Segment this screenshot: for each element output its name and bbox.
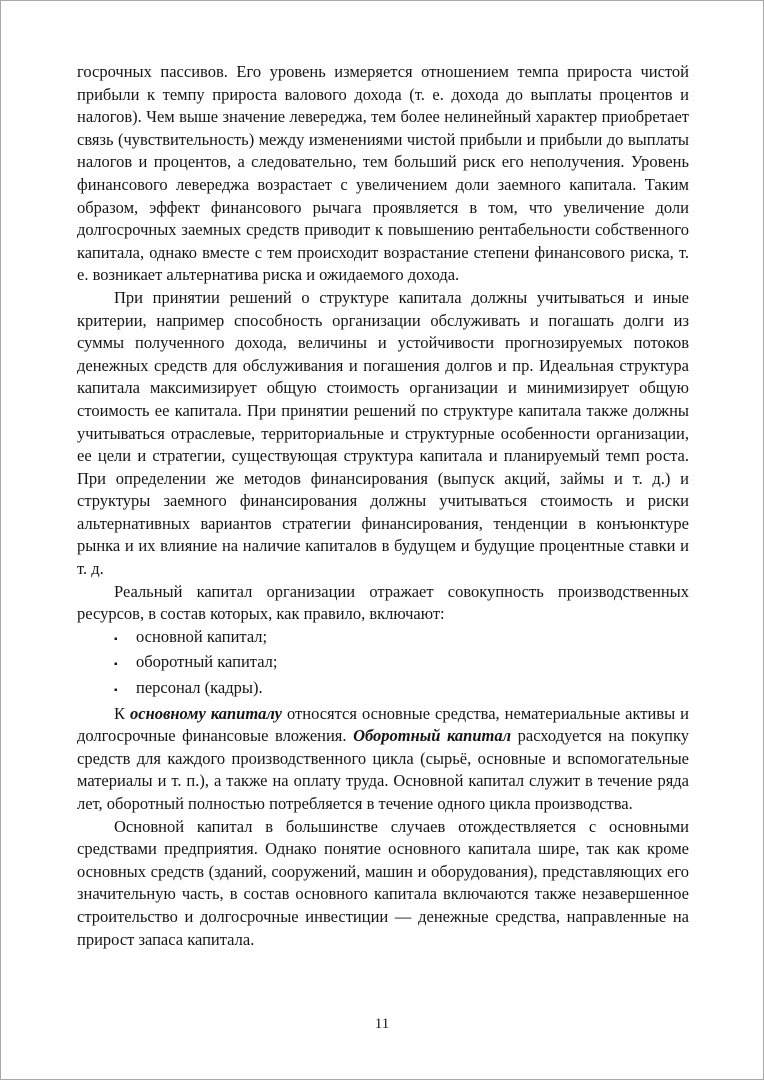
square-bullet-icon: ▪	[114, 659, 118, 671]
text-run: расходуется на покупку средств для каждого производственного цикла (сырьё, основные и вспомогательные материалы и т. п.), а также на оплату труда. Основной капитал служит в течение ряда лет, оборотный полностью потребляется в течение одного цикла производства.	[77, 726, 690, 813]
text-run: К	[114, 703, 131, 723]
list-item	[114, 626, 689, 652]
list-item	[114, 677, 689, 703]
paragraph-fixed-capital-definition: Основной капитал в большинстве случаев отождествляется с основными средствами предприятия. Однако понятие основного капитала шире, так как кроме основных средств (зданий, сооружений, машин и оборудования), представляющих его значительную часть, в состав основного капитала включаются также незавершенное строительство и долгосрочные инвестиции — денежные средства, направленные на прирост запаса капитала.	[77, 816, 689, 949]
text-run: относятся основные средства, нематериальные активы и долгосрочные финансовые вложения.	[77, 703, 690, 746]
page-number: 11	[374, 1016, 390, 1032]
term-working-capital: Оборотный капитал	[353, 726, 512, 746]
list-item-label: оборотный капитал;	[136, 652, 278, 672]
square-bullet-icon: ▪	[114, 633, 118, 645]
paragraph-fixed-vs-working-capital	[77, 703, 689, 816]
list-item-label: основной капитал;	[136, 626, 268, 646]
capital-components-list	[77, 626, 689, 703]
square-bullet-icon: ▪	[114, 685, 118, 697]
list-item	[114, 651, 689, 677]
list-item-label: персонал (кадры).	[136, 678, 263, 698]
term-fixed-capital: основному капиталу	[130, 703, 282, 723]
paragraph-capital-structure-criteria: При принятии решений о структуре капитала должны учитываться и иные критерии, например способность организации обслуживать и погашать долги из суммы полученного дохода, величины и устойчивости прогнозируемых потоков денежных средств для обслуживания и погашения долгов и пр. Идеальная структура капитала максимизирует общую стоимость организации и минимизирует общую стоимость ее капитала. При принятии решений по структуре капитала также должны учитываться отраслевые, территориальные и структурные особенности организации, ее цели и стратегии, существующая структура капитала и планируемый темп роста. При определении же методов финансирования (выпуск акций, займы и т. д.) и структуры заемного финансирования должны учитываться стоимость и риски альтернативных вариантов стратегии финансирования, тенденции в конъюнктуре рынка и их влияние на наличие капиталов в будущем и будущие процентные ставки и т. д.	[77, 287, 689, 579]
paragraph-leverage: госрочных пассивов. Его уровень измеряется отношением темпа прироста чистой прибыли к темпу прироста валового дохода (т. е. дохода до выплаты процентов и налогов). Чем выше значение левереджа, тем более нелинейный характер приобретает связь (чувствительность) между изменениями чистой прибыли и прибыли до выплаты налогов и процентов, а следовательно, тем больший риск его неполучения. Уровень финансового левереджа возрастает с увеличением доли заемного капитала. Таким образом, эффект финансового рычага проявляется в том, что увеличение доли долгосрочных заемных средств приводит к повышению рентабельности собственного капитала, однако вместе с тем происходит возрастание степени финансового риска, т. е. возникает альтернатива риска и ожидаемого дохода.	[77, 62, 689, 285]
text-content	[77, 61, 689, 951]
paragraph-real-capital-intro: Реальный капитал организации отражает совокупность производственных ресурсов, в состав которых, как правило, включают:	[77, 581, 689, 624]
